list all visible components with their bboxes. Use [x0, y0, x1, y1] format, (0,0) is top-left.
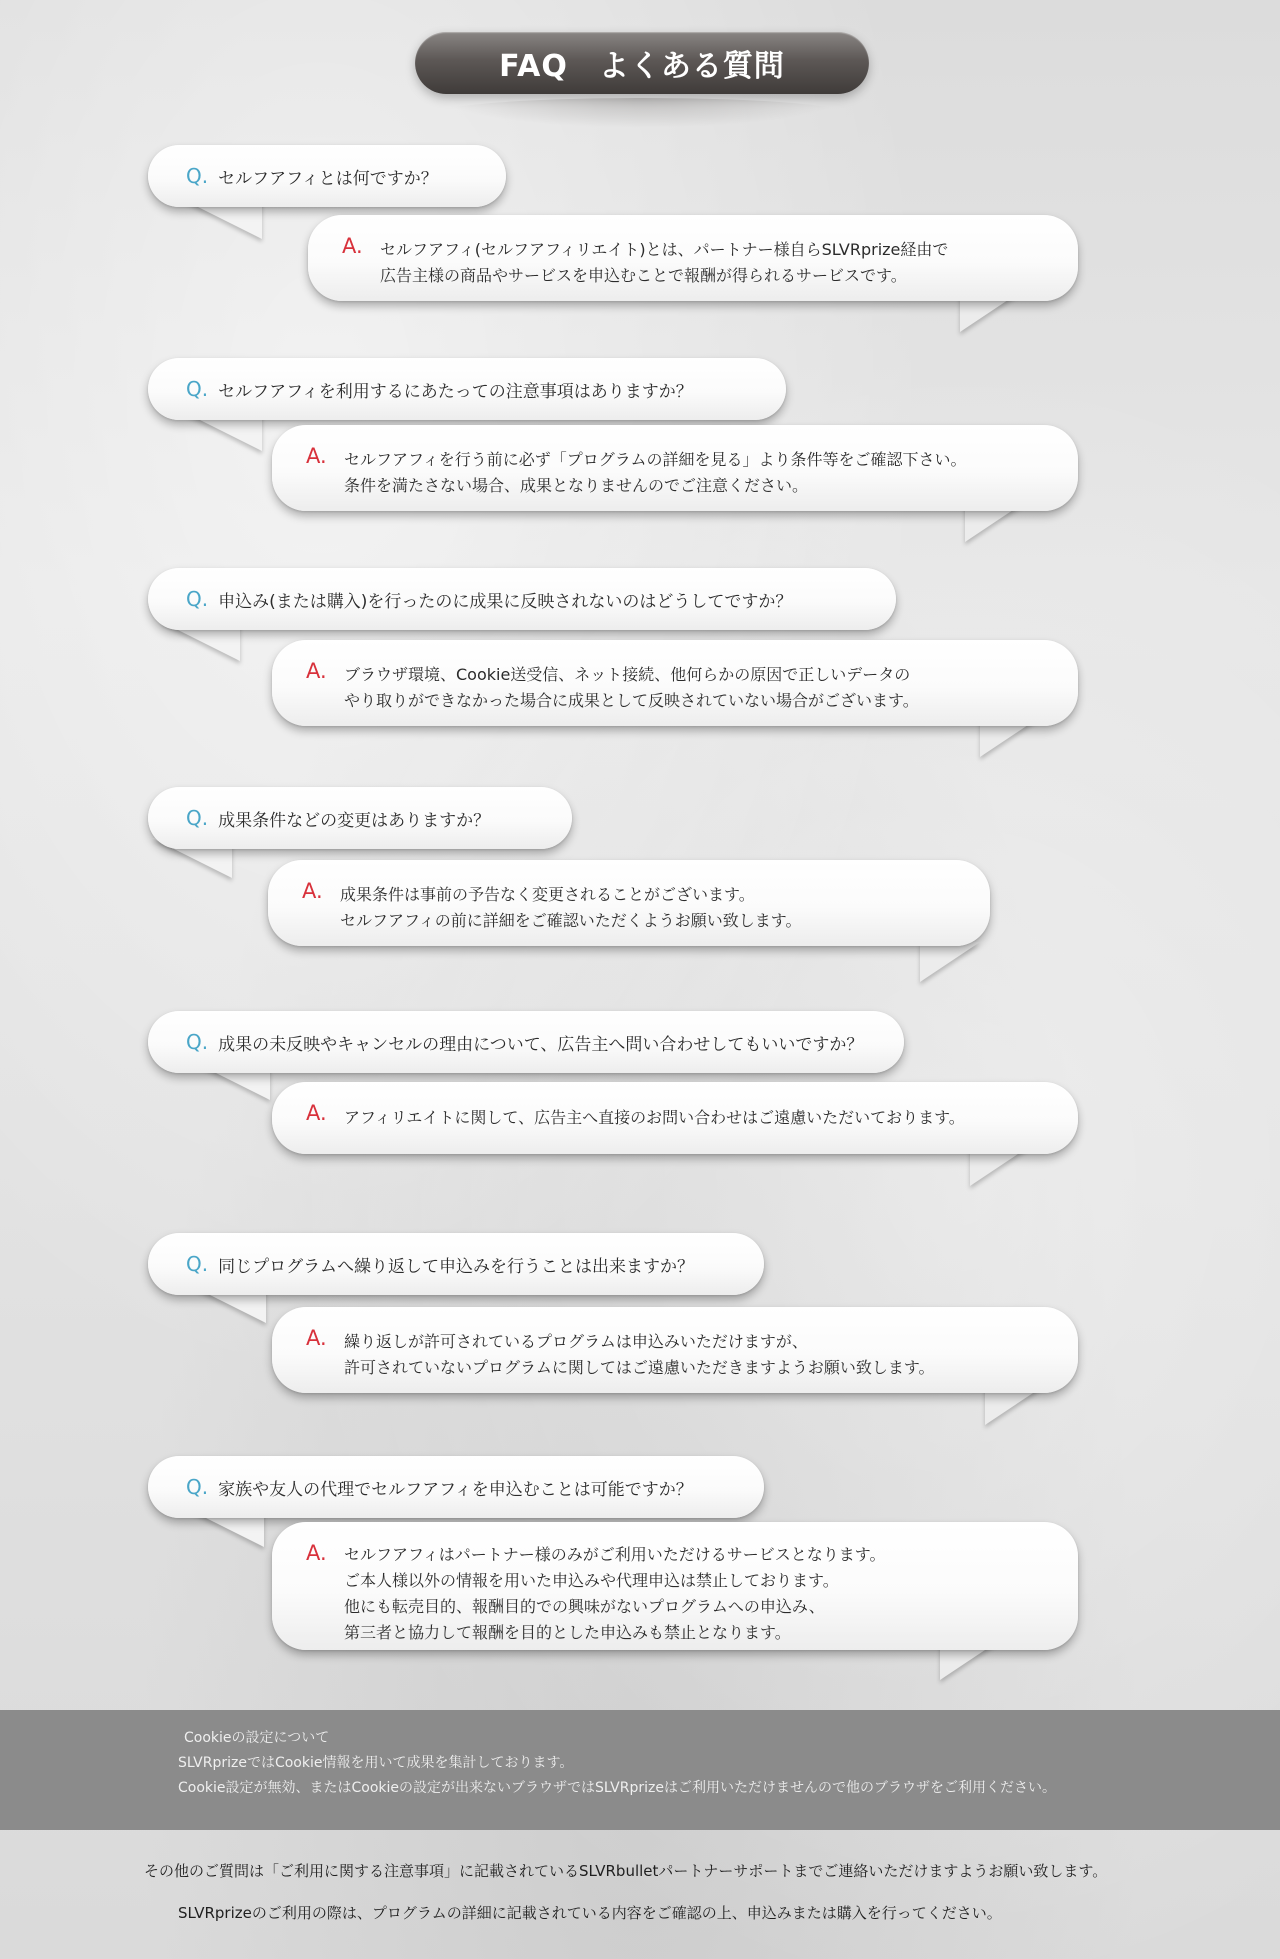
answer-text-line: 繰り返しが許可されているプログラムは申込みいただけますが、 — [344, 1332, 808, 1351]
question-text: 成果の未反映やキャンセルの理由について、広告主へ問い合わせしてもいいですか？ — [218, 1034, 864, 1055]
answer-mark-label: A. — [302, 879, 323, 903]
answer-text-line: 広告主様の商品やサービスを申込むことで報酬が得られるサービスです。 — [380, 266, 907, 285]
question-bubble — [148, 1233, 764, 1295]
answer-bubble — [272, 1522, 1078, 1650]
answer-text-line: セルフアフィ(セルフアフィリエイト)とは、パートナー様自らSLVRprize経由で — [380, 240, 949, 259]
answer-mark-label: A. — [306, 1326, 327, 1350]
answer-mark-label: A. — [306, 1101, 327, 1125]
title-reflection — [440, 98, 844, 128]
cookie-notice-title: Cookieの設定について — [184, 1730, 330, 1746]
question-mark-label: Q. — [186, 1030, 209, 1054]
answer-text-line: 許可されていないプログラムに関してはご遠慮いただきますようお願い致します。 — [344, 1358, 935, 1377]
answer-text-line: アフィリエイトに関して、広告主へ直接のお問い合わせはご遠慮いただいております。 — [344, 1108, 965, 1127]
answer-text-line: 条件を満たさない場合、成果となりませんのでご注意ください。 — [344, 476, 809, 495]
question-text: 成果条件などの変更はありますか？ — [218, 810, 491, 831]
question-bubble — [148, 1456, 764, 1518]
question-bubble — [148, 358, 786, 420]
answer-text-line: セルフアフィの前に詳細をご確認いただくようお願い致します。 — [340, 911, 802, 930]
answer-text-line: セルフアフィを行う前に必ず「プログラムの詳細を見る」より条件等をご確認下さい。 — [344, 450, 967, 469]
question-text: セルフアフィとは何ですか？ — [218, 168, 438, 189]
footer-note-usage: SLVRprizeのご利用の際は、プログラムの詳細に記載されている内容をご確認の上、申込みまたは購入を行ってください。 — [178, 1904, 1002, 1922]
footer-note-support: その他のご質問は「ご利用に関する注意事項」に記載されているSLVRbulletパートナーサポートまでご連絡いただけますようお願い致します。 — [144, 1862, 1108, 1880]
question-mark-label: Q. — [186, 806, 209, 830]
question-bubble — [148, 568, 896, 630]
answer-bubble-tail — [920, 942, 980, 982]
page-title: FAQ よくある質問 — [415, 32, 869, 94]
question-mark-label: Q. — [186, 1252, 209, 1276]
answer-mark-label: A. — [306, 1541, 327, 1565]
answer-mark-label: A. — [306, 444, 327, 468]
cookie-notice-line: Cookie設定が無効、またはCookieの設定が出来ないブラウザではSLVRprizeはご利用いただけませんので他のブラウザをご利用ください。 — [178, 1780, 1056, 1796]
answer-mark-label: A. — [342, 234, 363, 258]
question-mark-label: Q. — [186, 164, 209, 188]
cookie-notice — [178, 1726, 1056, 1801]
question-mark-label: Q. — [186, 377, 209, 401]
answer-bubble — [272, 1082, 1078, 1154]
answer-bubble — [272, 1307, 1078, 1393]
answer-text-line: ブラウザ環境、Cookie送受信、ネット接続、他何らかの原因で正しいデータの — [344, 665, 911, 684]
question-text: 家族や友人の代理でセルフアフィを申込むことは可能ですか？ — [218, 1479, 693, 1500]
answer-mark-label: A. — [306, 659, 327, 683]
question-bubble — [148, 1011, 904, 1073]
question-text: 申込み(または購入)を行ったのに成果に反映されないのはどうしてですか？ — [218, 591, 793, 612]
answer-bubble — [272, 425, 1078, 511]
question-mark-label: Q. — [186, 1475, 209, 1499]
answer-text-line: ご本人様以外の情報を用いた申込みや代理申込は禁止しております。 — [344, 1571, 839, 1590]
answer-bubble — [308, 215, 1078, 301]
answer-text-line: やり取りができなかった場合に成果として反映されていない場合がございます。 — [344, 691, 919, 710]
cookie-notice-line: SLVRprizeではCookie情報を用いて成果を集計しております。 — [178, 1755, 574, 1771]
cookie-notice-band — [0, 1710, 1280, 1830]
question-text: セルフアフィを利用するにあたっての注意事項はありますか？ — [218, 381, 693, 402]
answer-bubble — [268, 860, 990, 946]
question-mark-label: Q. — [186, 587, 209, 611]
answer-bubble — [272, 640, 1078, 726]
answer-text-line: セルフアフィはパートナー様のみがご利用いただけるサービスとなります。 — [344, 1545, 886, 1564]
question-bubble — [148, 145, 506, 207]
question-bubble — [148, 787, 572, 849]
answer-text-line: 他にも転売目的、報酬目的での興味がないプログラムへの申込み、 — [344, 1597, 825, 1616]
question-text: 同じプログラムへ繰り返して申込みを行うことは出来ますか？ — [218, 1256, 694, 1277]
answer-text-line: 第三者と協力して報酬を目的とした申込みも禁止となります。 — [344, 1623, 791, 1642]
answer-text-line: 成果条件は事前の予告なく変更されることがございます。 — [340, 885, 755, 904]
